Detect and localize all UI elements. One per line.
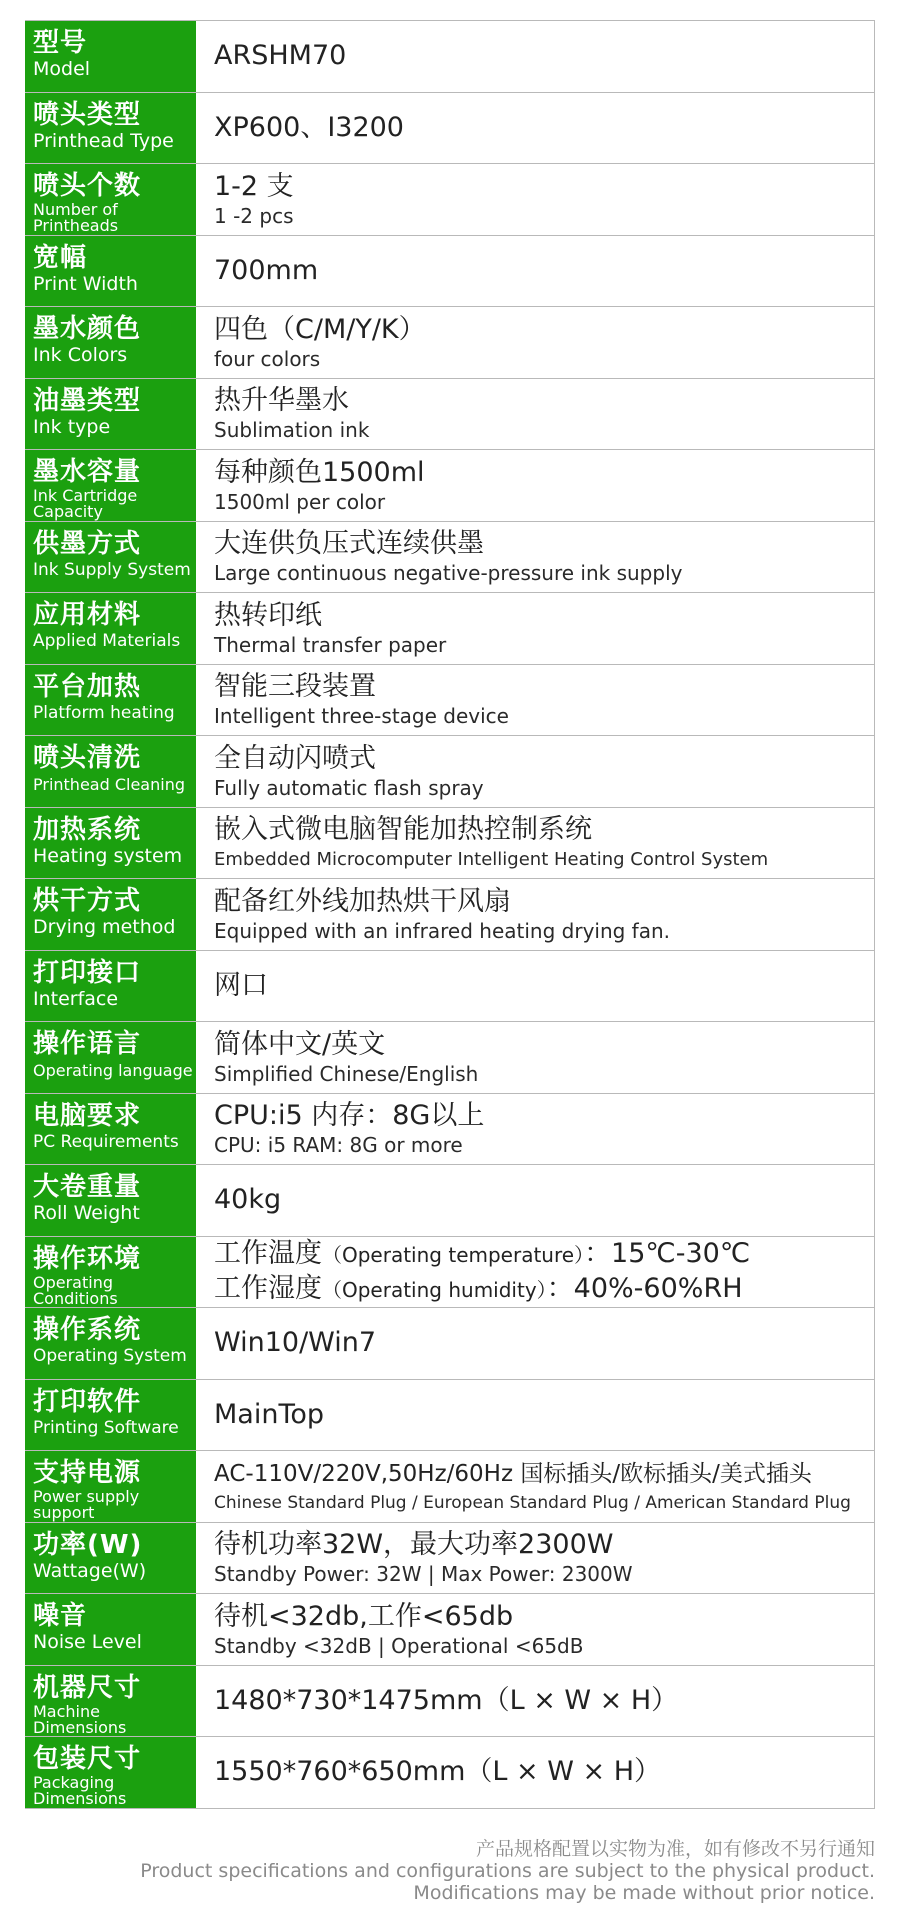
value-sub: Sublimation ink: [214, 418, 370, 443]
value-main: 大连供负压式连续供墨: [214, 528, 484, 560]
spec-value: [198, 879, 875, 950]
label-en: Model: [33, 58, 91, 80]
value-main: 简体中文/英文: [214, 1028, 386, 1060]
label-en: Power supply support: [33, 1487, 140, 1522]
spec-row-heating-system: [25, 808, 875, 880]
value-sub: four colors: [214, 346, 321, 371]
footnote-en-1: Product specifications and configurations are subject to the physical product.: [140, 1860, 875, 1882]
label-en: Ink Supply System: [33, 559, 191, 580]
label-zh: 喷头个数: [33, 171, 142, 201]
spec-value: [198, 736, 875, 807]
spec-label: [25, 93, 198, 164]
label-zh: 机器尺寸: [33, 1672, 142, 1703]
spec-value: [198, 522, 875, 593]
value-main: MainTop: [214, 1398, 325, 1430]
value-sub: 1500ml per color: [214, 489, 386, 514]
label-zh: 打印接口: [33, 957, 142, 988]
spec-row-power-supply: [25, 1451, 875, 1523]
value-main: Win10/Win7: [214, 1327, 377, 1359]
label-en: Heating system: [33, 844, 183, 867]
value-main: 每种颜色1500ml: [214, 456, 425, 488]
spec-row-ink-capacity: [25, 450, 875, 522]
spec-label: [25, 593, 198, 664]
value-main: 热升华墨水: [214, 385, 349, 417]
spec-label: [25, 1094, 198, 1165]
spec-value: [198, 1666, 875, 1737]
spec-label: [25, 736, 198, 807]
value-main: ARSHM70: [214, 40, 347, 72]
spec-label: [25, 1022, 198, 1093]
spec-label: [25, 951, 198, 1022]
value-main: 待机<32db,工作<65db: [214, 1600, 514, 1632]
label-en: Printing Software: [33, 1417, 179, 1438]
label-zh: 打印软件: [33, 1386, 142, 1417]
spec-label: [25, 307, 198, 378]
spec-value: [198, 1737, 875, 1808]
label-zh: 应用材料: [33, 600, 142, 630]
spec-row-drying-method: [25, 879, 875, 951]
label-en: Printhead Type: [33, 129, 174, 152]
label-zh: 油墨类型: [33, 385, 142, 416]
spec-value: [198, 951, 875, 1022]
spec-value: [198, 1308, 875, 1379]
spec-label: [25, 1737, 198, 1808]
label-en: Printhead Cleaning: [33, 775, 185, 794]
label-zh: 操作环境: [33, 1243, 142, 1274]
label-zh: 噪音: [33, 1601, 88, 1631]
value-sub: Thermal transfer paper: [214, 632, 447, 657]
spec-value: [198, 593, 875, 664]
footnote-zh: 产品规格配置以实物为准，如有修改不另行通知: [475, 1838, 875, 1860]
spec-label: [25, 1594, 198, 1665]
spec-label: [25, 1451, 198, 1522]
label-zh: 型号: [33, 28, 88, 58]
value-main: 700mm: [214, 254, 319, 286]
value-sub: Fully automatic flash spray: [214, 775, 484, 800]
value-main: 智能三段装置: [214, 671, 376, 703]
spec-row-pc-requirements: [25, 1094, 875, 1166]
label-zh: 烘干方式: [33, 886, 142, 916]
label-en: Applied Materials: [33, 631, 181, 651]
label-zh: 供墨方式: [33, 528, 142, 559]
spec-row-roll-weight: [25, 1165, 875, 1237]
spec-label: [25, 164, 198, 235]
value-main: 1550*760*650mm（L × W × H）: [214, 1756, 662, 1788]
label-en: Operating language: [33, 1061, 193, 1080]
spec-row-printhead-cleaning: [25, 736, 875, 808]
spec-row-operating-language: [25, 1022, 875, 1094]
value-sub: 1 -2 pcs: [214, 203, 294, 228]
spec-row-printing-software: [25, 1380, 875, 1452]
spec-row-ink-supply: [25, 522, 875, 594]
spec-row-interface: [25, 951, 875, 1023]
label-zh: 操作语言: [33, 1029, 142, 1059]
value-main: 全自动闪喷式: [214, 742, 376, 774]
spec-label: [25, 879, 198, 950]
spec-label: [25, 522, 198, 593]
value-main: CPU:i5 内存：8G以上: [214, 1100, 485, 1132]
label-zh: 喷头类型: [33, 99, 142, 130]
spec-value: [198, 1165, 875, 1236]
value-sub: Large continuous negative-pressure ink supply: [214, 561, 683, 586]
label-en: Packaging Dimensions: [33, 1773, 127, 1808]
spec-value: [198, 1451, 875, 1522]
hum-value: ：40%-60%RH: [546, 1272, 743, 1304]
value-sub: Standby Power: 32W | Max Power: 2300W: [214, 1562, 633, 1587]
label-en: Platform heating: [33, 702, 175, 723]
label-en: Ink type: [33, 415, 111, 438]
spec-value: [198, 164, 875, 235]
value-temperature: [214, 1237, 874, 1272]
footnote-en-2: Modifications may be made without prior notice.: [413, 1882, 875, 1904]
value-sub: Embedded Microcomputer Intelligent Heating Control System: [214, 849, 769, 871]
value-main: 待机功率32W，最大功率2300W: [214, 1529, 614, 1561]
label-en: Machine Dimensions: [33, 1701, 127, 1737]
value-sub: Equipped with an infrared heating drying fan.: [214, 918, 671, 943]
spec-value: [198, 236, 875, 307]
label-zh: 加热系统: [33, 814, 142, 845]
hum-en: （Operating humidity）: [322, 1277, 547, 1302]
label-zh: 平台加热: [33, 671, 142, 702]
spec-value: [198, 450, 875, 521]
value-sub: Intelligent three-stage device: [214, 704, 509, 729]
spec-label: [25, 379, 198, 450]
temp-zh: 工作温度: [214, 1237, 322, 1269]
spec-row-model: [25, 21, 875, 93]
label-en: Number of Printheads: [33, 200, 119, 235]
label-en: Roll Weight: [33, 1202, 140, 1224]
value-sub: Chinese Standard Plug / European Standard Plug / American Standard Plug: [214, 1492, 851, 1513]
label-zh: 宽幅: [33, 242, 88, 273]
value-main: 1480*730*1475mm（L × W × H）: [214, 1684, 679, 1716]
spec-row-operating-conditions: [25, 1237, 875, 1309]
spec-label: [25, 1523, 198, 1594]
spec-label: [25, 808, 198, 879]
label-en: Print Width: [33, 272, 138, 295]
spec-row-packaging-dimensions: [25, 1737, 875, 1809]
hum-zh: 工作湿度: [214, 1272, 322, 1304]
value-sub: CPU: i5 RAM: 8G or more: [214, 1133, 463, 1158]
spec-value: [198, 21, 875, 92]
value-main: 配备红外线加热烘干风扇: [214, 885, 511, 917]
label-en: Drying method: [33, 916, 176, 938]
spec-row-operating-system: [25, 1308, 875, 1380]
spec-label: [25, 665, 198, 736]
label-en: PC Requirements: [33, 1131, 179, 1152]
label-en: Operating System: [33, 1346, 187, 1366]
spec-label: [25, 1666, 198, 1737]
spec-value: [198, 1094, 875, 1165]
value-main: AC-110V/220V,50Hz/60Hz 国标插头/欧标插头/美式插头: [214, 1460, 812, 1487]
label-zh: 功率(W): [33, 1529, 143, 1560]
spec-label: [25, 1165, 198, 1236]
spec-row-ink-colors: [25, 307, 875, 379]
spec-value: [198, 1523, 875, 1594]
spec-row-print-width: [25, 236, 875, 308]
spec-row-number-of-printheads: [25, 164, 875, 236]
value-main: 1-2 支: [214, 170, 294, 202]
label-en: Noise Level: [33, 1631, 142, 1653]
spec-value: [198, 93, 875, 164]
value-sub: Standby <32dB | Operational <65dB: [214, 1633, 584, 1658]
spec-value: [198, 808, 875, 879]
label-zh: 包装尺寸: [33, 1744, 142, 1774]
label-en: Operating Conditions: [33, 1272, 118, 1308]
value-main: 四色（C/M/Y/K）: [214, 313, 426, 345]
spec-label: [25, 1380, 198, 1451]
temp-value: ：15℃-30℃: [584, 1237, 751, 1269]
value-main: 嵌入式微电脑智能加热控制系统: [214, 814, 592, 846]
temp-en: （Operating temperature）: [322, 1242, 585, 1267]
spec-row-applied-materials: [25, 593, 875, 665]
value-main: 网口: [214, 969, 268, 1001]
spec-value: [198, 1594, 875, 1665]
value-main: 热转印纸: [214, 599, 322, 631]
spec-row-platform-heating: [25, 665, 875, 737]
spec-label: [25, 21, 198, 92]
label-en: Ink Cartridge Capacity: [33, 486, 138, 521]
label-zh: 电脑要求: [33, 1100, 142, 1131]
label-en: Wattage(W): [33, 1559, 147, 1582]
spec-row-printhead-type: [25, 93, 875, 165]
spec-row-ink-type: [25, 379, 875, 451]
spec-value: [198, 1022, 875, 1093]
spec-table: [25, 20, 875, 1809]
label-zh: 墨水容量: [33, 457, 142, 487]
value-main: 40kg: [214, 1184, 282, 1216]
spec-value: [198, 1380, 875, 1451]
spec-value: [198, 665, 875, 736]
value-humidity: [214, 1272, 874, 1307]
spec-row-machine-dimensions: [25, 1666, 875, 1738]
value-sub: Simplified Chinese/English: [214, 1061, 479, 1086]
label-zh: 支持电源: [33, 1458, 142, 1488]
spec-row-wattage: [25, 1523, 875, 1595]
label-zh: 大卷重量: [33, 1172, 142, 1202]
spec-label: [25, 236, 198, 307]
spec-value: [198, 1237, 875, 1308]
label-zh: 喷头清洗: [33, 743, 142, 773]
label-zh: 墨水颜色: [33, 314, 142, 344]
value-main: XP600、I3200: [214, 111, 404, 143]
spec-row-noise-level: [25, 1594, 875, 1666]
spec-value: [198, 379, 875, 450]
spec-label: [25, 1308, 198, 1379]
disclaimer-footnote: [140, 1838, 875, 1904]
label-en: Interface: [33, 987, 119, 1010]
label-en: Ink Colors: [33, 344, 128, 366]
spec-label: [25, 1237, 198, 1308]
spec-label: [25, 450, 198, 521]
spec-value: [198, 307, 875, 378]
label-zh: 操作系统: [33, 1315, 142, 1345]
